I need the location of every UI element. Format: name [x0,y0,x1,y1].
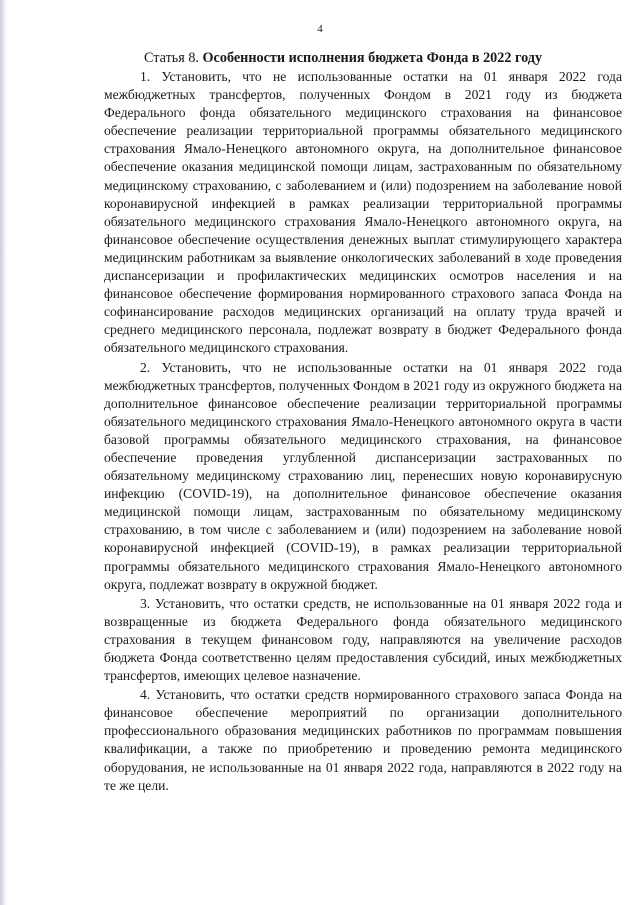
article-title: Особенности исполнения бюджета Фонда в 2022 году [202,50,543,66]
article-heading [104,49,622,68]
paragraph-1: 1. Установить, что не использованные остатки на 01 января 2022 года межбюджетных трансфертов, полученных Фондом в 2021 году из бюджета Федерального фонда обязательного медицинского страхования на финансовое обеспечение реализации территориальной программы обязательного медицинского страхования Ямало-Ненецкого автономного округа, на дополнительное финансовое обеспечение оказания медицинской помощи лицам, застрахованным по обязательному медицинскому страхованию, с заболеванием и (или) подозрением на заболевание новой коронавирусной инфекцией в рамках реализации территориальной программы обязательного медицинского страхования Ямало-Ненецкого автономного округа, на финансовое обеспечение осуществления денежных выплат стимулирующего характера медицинским работникам за выявление онкологических заболеваний в ходе проведения диспансеризации и профилактических медицинских осмотров населения и на финансовое обеспечение формирования нормированного страхового запаса Фонда на софинансирование расходов медицинских организаций на оплату труда врачей и среднего медицинского персонала, подлежат возврату в бюджет Федерального фонда обязательного медицинского страхования. [104,69,622,356]
paragraph-3: 3. Установить, что остатки средств, не использованные на 01 января 2022 года и возвращенные из бюджета Федерального фонда обязательного медицинского страхования в текущем финансовом году, направляются на увеличение расходов бюджета Фонда соответственно целям предоставления субсидий, иных межбюджетных трансфертов, имеющих целевое назначение. [104,595,622,684]
paragraph-4: 4. Установить, что остатки средств нормированного страхового запаса Фонда на финансовое обеспечение мероприятий по организации дополнительного профессионального образования медицинских работников по программам повышения квалификации, а также по приобретению и проведению ремонта медицинского оборудования, не использованные на 01 января 2022 года, направляются в 2022 году на те же цели. [104,687,622,793]
scan-edge-shadow [0,0,7,905]
paragraph-2: 2. Установить, что не использованные остатки на 01 января 2022 года межбюджетных трансфертов, полученных Фондом в 2021 году из окружного бюджета на дополнительное финансовое обеспечение реализации территориальной программы обязательного медицинского страхования Ямало-Ненецкого автономного округа в части базовой программы обязательного медицинского страхования, на финансовое обеспечение проведения углубленной диспансеризации застрахованных по обязательному медицинскому страхованию лиц, перенесших новую коронавирусную инфекцию (COVID-19), на дополнительное финансовое обеспечение оказания медицинской помощи лицам, застрахованным по обязательному медицинскому страхованию, в том числе с заболеванием и (или) подозрением на заболевание новой коронавирусной инфекцией (COVID-19), в рамках реализации территориальной программы обязательного медицинского страхования Ямало-Ненецкого автономного округа, подлежат возврату в окружной бюджет. [104,359,622,592]
article-label: Статья 8. [144,50,199,66]
page-number: 4 [317,23,323,35]
document-body [104,49,622,795]
